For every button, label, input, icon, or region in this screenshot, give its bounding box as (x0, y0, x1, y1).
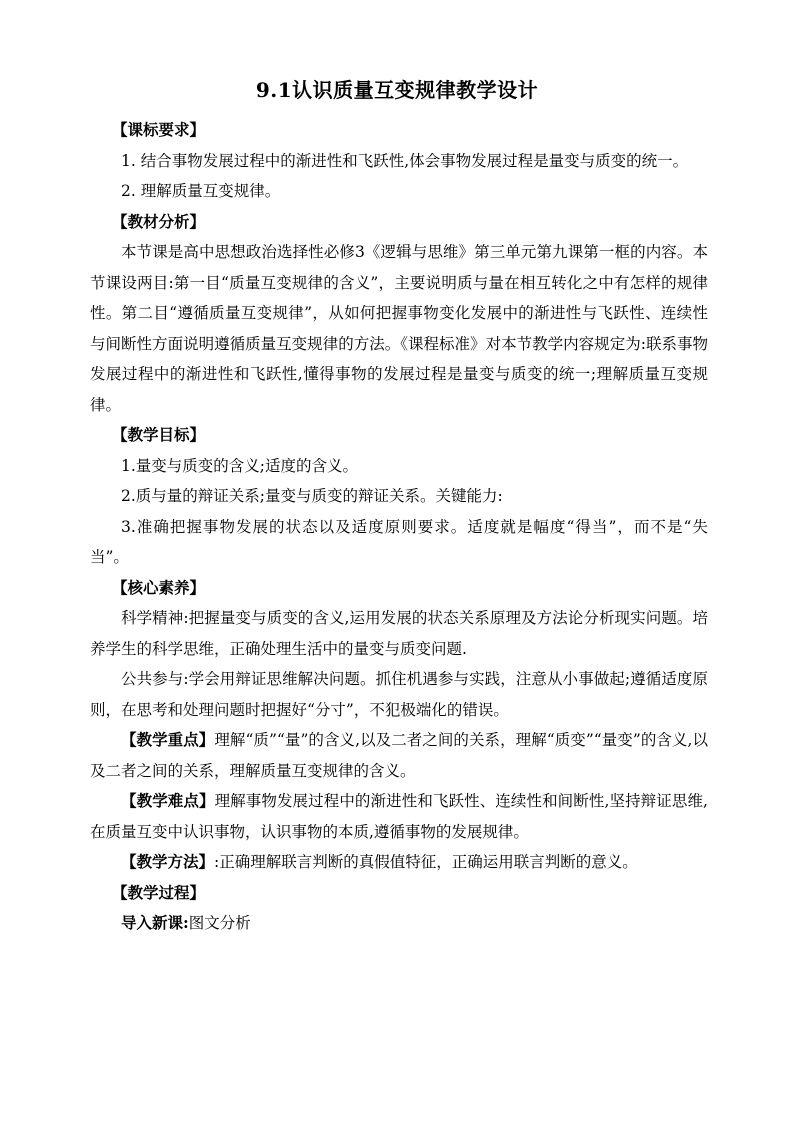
teaching-objective-item-1: 1.量变与质变的含义;适度的含义。 (121, 456, 359, 475)
core-literacy-paragraph-1: 科学精神:把握量变与质变的含义,运用发展的状态关系原理及方法论分析现实问题。培养学生的科学思维，正确处理生活中的量变与质变问题. (90, 609, 708, 658)
teaching-methods-paragraph (90, 847, 708, 878)
intro-text: 图文分析 (188, 914, 251, 932)
key-points-paragraph (90, 725, 708, 786)
difficult-points-paragraph (90, 786, 708, 847)
core-literacy-paragraph-2: 公共参与:学会用辩证思维解决问题。抓住机遇参与实践，注意从小事做起;遵循适度原则，在思考和处理问题时把握好“分寸”，不犯极端化的错误。 (90, 670, 708, 719)
key-points-label: 【教学重点】 (121, 730, 215, 749)
textbook-analysis-paragraph: 本节课是高中思想政治选择性必修3《逻辑与思维》第三单元第九课第一框的内容。本节课设两目:第一目“质量互变规律的含义”，主要说明质与量在相互转化之中有怎样的规律性。第二目“遵循质量互变规律”，从如何把握事物变化发展中的渐进性与飞跃性、连续性与间断性方面说明遵循质量互变规律的方法。《课程标准》对本节教学内容规定为:联系事物发展过程中的渐进性和飞跃性,懂得事物的发展过程是量变与质变的统一;理解质量互变规律。 (90, 243, 708, 414)
intro-label: 导入新课: (121, 913, 189, 932)
teaching-objective-item-3: 3.准确把握事物发展的状态以及适度原则要求。适度就是幅度“得当”，而不是“失当”。 (90, 517, 708, 566)
difficult-points-text: 理解事物发展过程中的渐进性和飞跃性、连续性和间断性,坚持辩证思维,在质量互变中认识事物，认识事物的本质,遵循事物的发展规律。 (90, 792, 708, 841)
teaching-objectives-heading: 【教学目标】 (112, 425, 206, 444)
teaching-process-heading: 【教学过程】 (112, 882, 206, 902)
teaching-process-intro (90, 908, 708, 939)
curriculum-requirement-item-1: 1. 结合事物发展过程中的渐进性和飞跃性,体会事物发展过程是量变与质变的统一。 (121, 151, 689, 170)
teaching-methods-text: :正确理解联言判断的真假值特征，正确运用联言判断的意义。 (214, 853, 638, 871)
document-title: 9.1认识质量互变规律教学设计 (255, 78, 539, 102)
curriculum-requirement-item-2: 2. 理解质量互变规律。 (121, 182, 281, 200)
teaching-objective-item-2: 2.质与量的辩证关系;量变与质变的辩证关系。关键能力: (121, 487, 503, 505)
core-literacy-heading: 【核心素养】 (112, 577, 206, 597)
textbook-analysis-heading: 【教材分析】 (112, 211, 206, 231)
curriculum-requirements-heading: 【课标要求】 (112, 120, 206, 139)
teaching-methods-label: 【教学方法】 (121, 852, 215, 871)
difficult-points-label: 【教学难点】 (121, 791, 215, 810)
key-points-text: 理解“质”“量”的含义,以及二者之间的关系，理解“质变”“量变”的含义,以及二者之间的关系，理解质量互变规律的含义。 (90, 731, 708, 780)
document-body (90, 115, 708, 939)
